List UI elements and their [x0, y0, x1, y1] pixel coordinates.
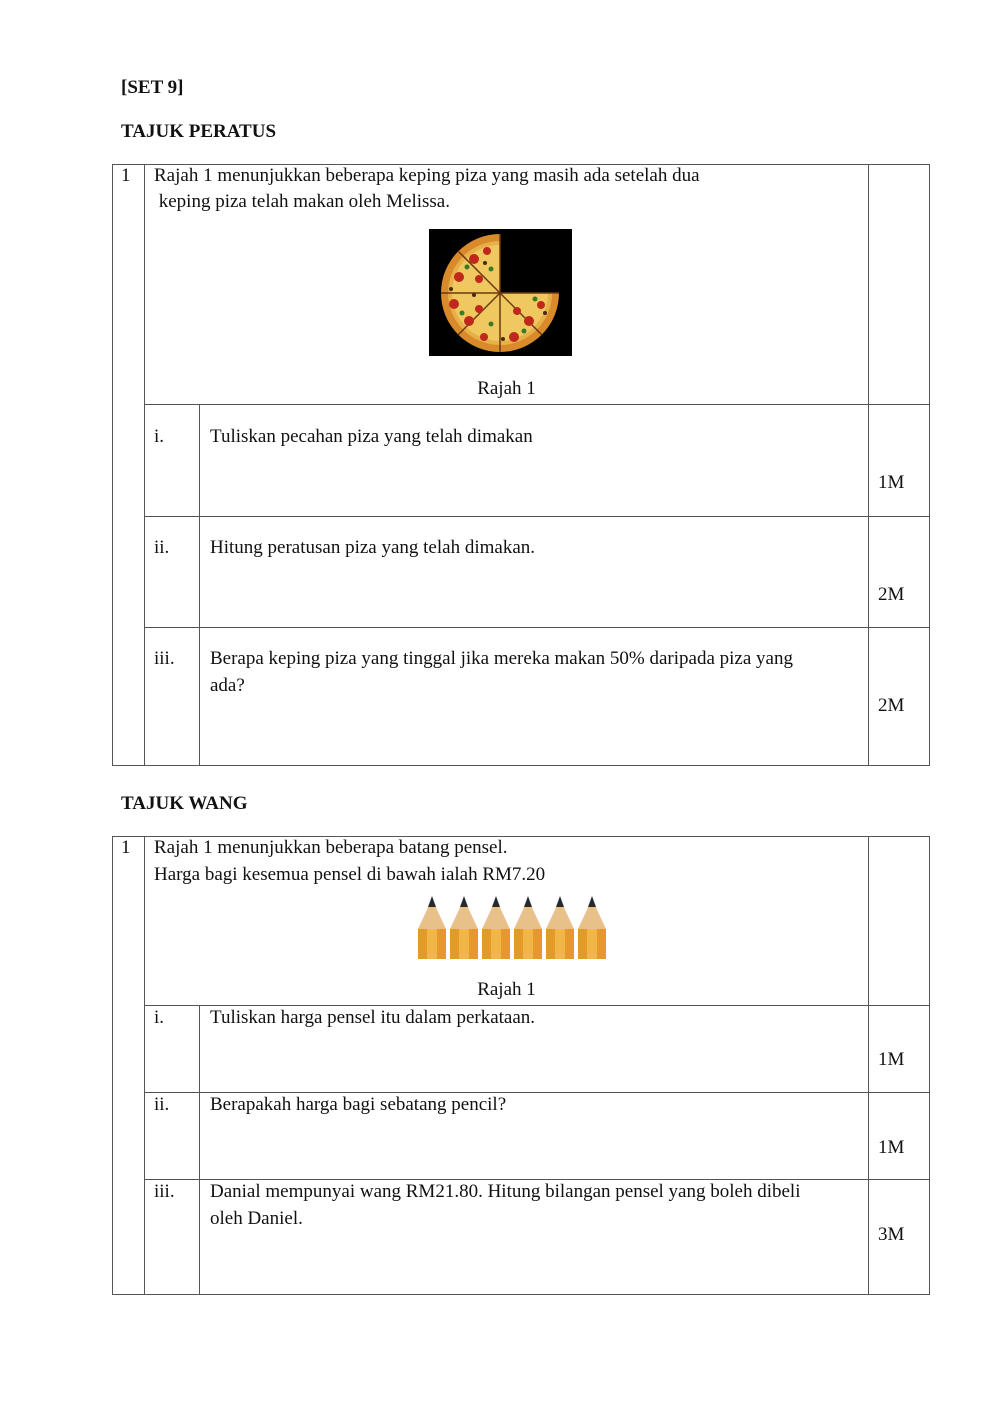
- pencil-icon: [578, 896, 606, 959]
- section-heading-peratus: TAJUK PERATUS: [121, 121, 277, 142]
- pencil-icon: [450, 896, 478, 959]
- sub-question-text: oleh Daniel.: [210, 1208, 303, 1229]
- pencils-figure: [416, 893, 609, 959]
- sub-question-text: ada?: [210, 675, 245, 696]
- marks-label: 1M: [878, 1137, 905, 1158]
- pencil-icon: [514, 896, 542, 959]
- question-number: 1: [121, 837, 131, 858]
- sub-question-number: iii.: [154, 1181, 175, 1202]
- sub-question-text: Tuliskan harga pensel itu dalam perkataan.: [210, 1007, 536, 1028]
- sub-question-number: ii.: [154, 1094, 170, 1115]
- marks-label: 1M: [878, 472, 905, 493]
- marks-label: 2M: [878, 584, 905, 605]
- sub-question-number: i.: [154, 426, 165, 447]
- sub-question-text: Berapa keping piza yang tinggal jika mereka makan 50% daripada piza yang: [210, 648, 793, 669]
- sub-question-text: Berapakah harga bagi sebatang pencil?: [210, 1094, 507, 1115]
- sub-question-number: ii.: [154, 537, 170, 558]
- sub-question-text: Hitung peratusan piza yang telah dimakan.: [210, 537, 536, 558]
- marks-label: 2M: [878, 695, 905, 716]
- question-intro-line: Rajah 1 menunjukkan beberapa batang pensel.: [154, 837, 508, 858]
- pizza-image: [429, 229, 572, 356]
- sub-question-number: iii.: [154, 648, 175, 669]
- marks-label: 1M: [878, 1049, 905, 1070]
- pencil-icon: [546, 896, 574, 959]
- marks-label: 3M: [878, 1224, 905, 1245]
- set-label: [SET 9]: [121, 77, 184, 98]
- question-intro-line: keping piza telah makan oleh Melissa.: [154, 191, 450, 212]
- question-number: 1: [121, 165, 131, 186]
- figure-caption: Rajah 1: [477, 378, 536, 399]
- figure-caption: Rajah 1: [477, 979, 536, 1000]
- pizza-figure: [429, 229, 572, 356]
- question-intro-line: Harga bagi kesemua pensel di bawah ialah RM7.20: [154, 864, 546, 885]
- section-heading-wang: TAJUK WANG: [121, 793, 248, 814]
- sub-question-number: i.: [154, 1007, 165, 1028]
- pencil-icon: [482, 896, 510, 959]
- sub-question-text: Danial mempunyai wang RM21.80. Hitung bilangan pensel yang boleh dibeli: [210, 1181, 801, 1202]
- pencils-image: [416, 893, 609, 959]
- pencil-icon: [418, 896, 446, 959]
- question-intro-line: Rajah 1 menunjukkan beberapa keping piza yang masih ada setelah dua: [154, 165, 700, 186]
- sub-question-text: Tuliskan pecahan piza yang telah dimakan: [210, 426, 533, 447]
